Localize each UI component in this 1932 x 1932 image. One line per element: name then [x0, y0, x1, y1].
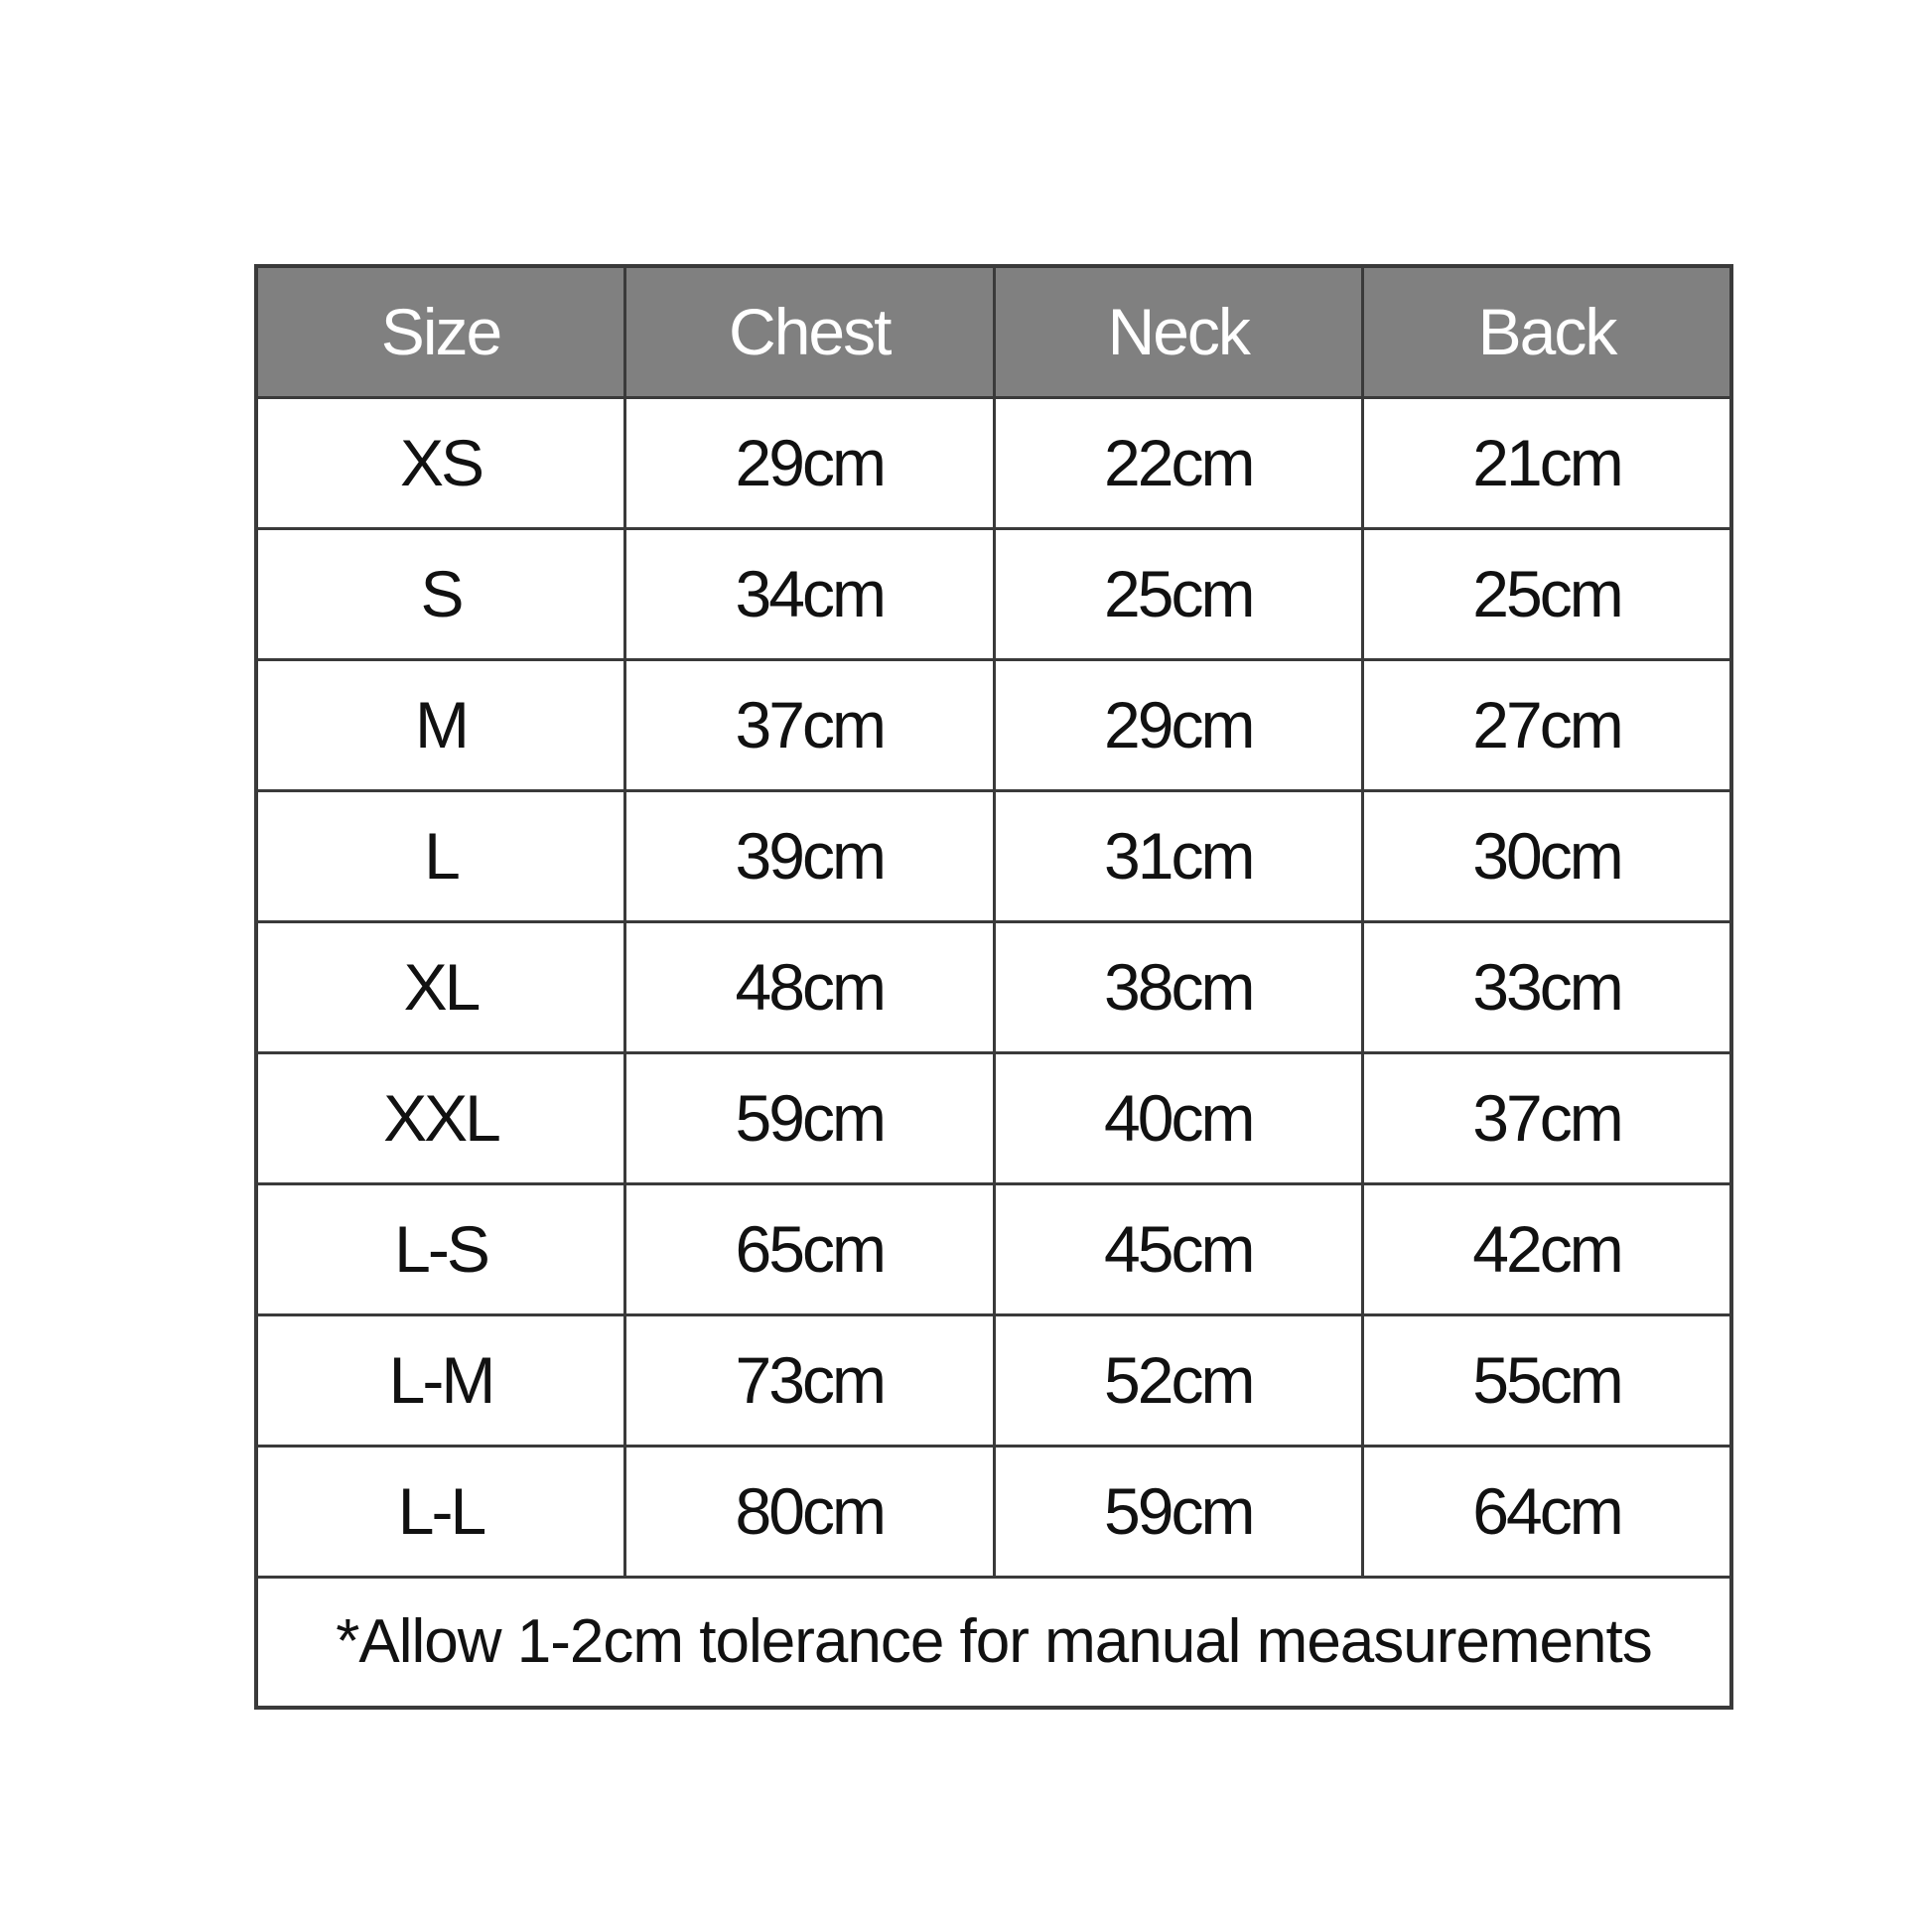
- back-cell: 30cm: [1363, 790, 1732, 921]
- size-cell: XXL: [256, 1052, 625, 1183]
- size-chart-table: [254, 264, 1733, 1710]
- size-cell: L-S: [256, 1183, 625, 1314]
- size-cell: XS: [256, 397, 625, 528]
- neck-cell: 38cm: [994, 921, 1363, 1052]
- table-row: [256, 790, 1731, 921]
- neck-cell: 29cm: [994, 659, 1363, 790]
- header-neck: Neck: [994, 266, 1363, 397]
- back-cell: 25cm: [1363, 528, 1732, 659]
- chest-cell: 39cm: [625, 790, 995, 921]
- back-cell: 37cm: [1363, 1052, 1732, 1183]
- chest-cell: 34cm: [625, 528, 995, 659]
- tolerance-footnote: *Allow 1-2cm tolerance for manual measurements: [256, 1577, 1731, 1708]
- neck-cell: 40cm: [994, 1052, 1363, 1183]
- size-cell: L-M: [256, 1314, 625, 1446]
- size-cell: L-L: [256, 1446, 625, 1577]
- back-cell: 64cm: [1363, 1446, 1732, 1577]
- table-row: [256, 1446, 1731, 1577]
- table-row: [256, 1052, 1731, 1183]
- neck-cell: 31cm: [994, 790, 1363, 921]
- back-cell: 55cm: [1363, 1314, 1732, 1446]
- table-row: [256, 397, 1731, 528]
- table-row: [256, 921, 1731, 1052]
- table-row: [256, 1314, 1731, 1446]
- back-cell: 27cm: [1363, 659, 1732, 790]
- table-row: [256, 528, 1731, 659]
- neck-cell: 52cm: [994, 1314, 1363, 1446]
- back-cell: 21cm: [1363, 397, 1732, 528]
- chest-cell: 37cm: [625, 659, 995, 790]
- chest-cell: 65cm: [625, 1183, 995, 1314]
- size-cell: M: [256, 659, 625, 790]
- back-cell: 42cm: [1363, 1183, 1732, 1314]
- chest-cell: 73cm: [625, 1314, 995, 1446]
- chest-cell: 80cm: [625, 1446, 995, 1577]
- header-size: Size: [256, 266, 625, 397]
- chest-cell: 59cm: [625, 1052, 995, 1183]
- size-cell: S: [256, 528, 625, 659]
- neck-cell: 59cm: [994, 1446, 1363, 1577]
- footnote-row: [256, 1577, 1731, 1708]
- table-row: [256, 1183, 1731, 1314]
- header-back: Back: [1363, 266, 1732, 397]
- header-chest: Chest: [625, 266, 995, 397]
- table-row: [256, 659, 1731, 790]
- neck-cell: 45cm: [994, 1183, 1363, 1314]
- header-row: [256, 266, 1731, 397]
- size-cell: XL: [256, 921, 625, 1052]
- chest-cell: 48cm: [625, 921, 995, 1052]
- neck-cell: 25cm: [994, 528, 1363, 659]
- size-cell: L: [256, 790, 625, 921]
- chest-cell: 29cm: [625, 397, 995, 528]
- neck-cell: 22cm: [994, 397, 1363, 528]
- back-cell: 33cm: [1363, 921, 1732, 1052]
